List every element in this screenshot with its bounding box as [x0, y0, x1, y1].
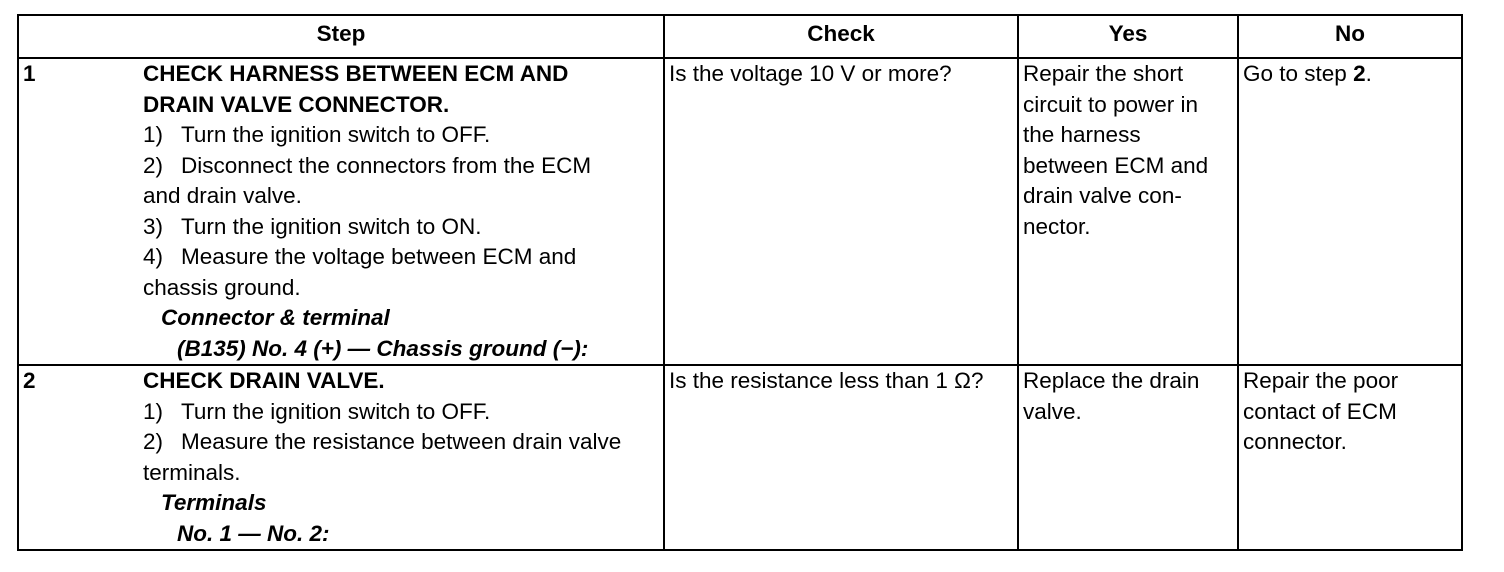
- yes-line: Replace the drain: [1023, 368, 1200, 393]
- no-text: Go to step: [1243, 61, 1354, 86]
- header-step: Step: [18, 15, 664, 58]
- instruction-continuation: and drain valve.: [143, 183, 302, 208]
- yes-line: between ECM and: [1023, 152, 1209, 178]
- instruction-text: Disconnect the connectors from the ECM: [181, 152, 592, 178]
- instruction-continuation: terminals.: [143, 459, 241, 485]
- no-line: contact of ECM: [1243, 398, 1397, 424]
- instruction-text: Turn the ignition switch to OFF.: [181, 122, 491, 147]
- measurement-heading: Connector & terminal: [161, 305, 390, 330]
- step-number: 2: [23, 368, 36, 393]
- check-cell: Is the voltage 10 V or more?: [664, 58, 1018, 365]
- instruction-number: 4): [143, 244, 164, 269]
- instruction: [143, 397, 659, 428]
- header-check: Check: [664, 15, 1018, 58]
- instruction: [143, 151, 659, 182]
- step-title: DRAIN VALVE CONNECTOR.: [143, 91, 450, 117]
- diagnostic-table: [17, 14, 1463, 551]
- yes-line: the harness: [1023, 122, 1141, 147]
- yes-line: Repair the short: [1023, 61, 1184, 86]
- header-no: No: [1238, 15, 1462, 58]
- instruction-continuation: chassis ground.: [143, 274, 301, 300]
- no-suffix: .: [1365, 61, 1372, 86]
- instruction: [143, 212, 659, 243]
- table-row: [18, 58, 1462, 365]
- instruction-text: Turn the ignition switch to ON.: [181, 213, 482, 239]
- step-title: CHECK HARNESS BETWEEN ECM AND: [143, 61, 569, 86]
- yes-line: drain valve con-: [1023, 183, 1182, 208]
- yes-cell: [1018, 365, 1238, 550]
- no-cell: [1238, 58, 1462, 365]
- instruction-number: 2): [143, 152, 164, 178]
- no-line: Repair the poor: [1243, 368, 1399, 393]
- instruction-number: 1): [143, 398, 164, 424]
- instruction-text: Measure the voltage between ECM and: [181, 244, 577, 269]
- yes-line: nector.: [1023, 213, 1091, 239]
- instruction-text: Measure the resistance between drain valve: [181, 429, 622, 454]
- instruction: [143, 242, 659, 273]
- yes-cell: [1018, 58, 1238, 365]
- no-line: connector.: [1243, 429, 1347, 454]
- header-yes: Yes: [1018, 15, 1238, 58]
- measurement-value: No. 1 — No. 2:: [177, 520, 330, 546]
- step-cell: [18, 365, 664, 550]
- instruction-number: 3): [143, 213, 164, 239]
- no-cell: [1238, 365, 1462, 550]
- yes-line: circuit to power in: [1023, 91, 1199, 117]
- step-cell: [18, 58, 664, 365]
- measurement-value: (B135) No. 4 (+) — Chassis ground (−):: [177, 335, 589, 361]
- check-cell: Is the resistance less than 1 Ω?: [664, 365, 1018, 550]
- instruction: [143, 120, 659, 151]
- goto-step-number: 2: [1353, 61, 1366, 86]
- table-header-row: [18, 15, 1462, 58]
- instruction: [143, 427, 659, 458]
- instruction-number: 1): [143, 122, 164, 147]
- step-title: CHECK DRAIN VALVE.: [143, 368, 385, 393]
- measurement-heading: Terminals: [161, 490, 267, 515]
- table-row: [18, 365, 1462, 550]
- instruction-number: 2): [143, 429, 164, 454]
- step-number: 1: [23, 61, 36, 86]
- yes-line: valve.: [1023, 398, 1082, 424]
- instruction-text: Turn the ignition switch to OFF.: [181, 398, 491, 424]
